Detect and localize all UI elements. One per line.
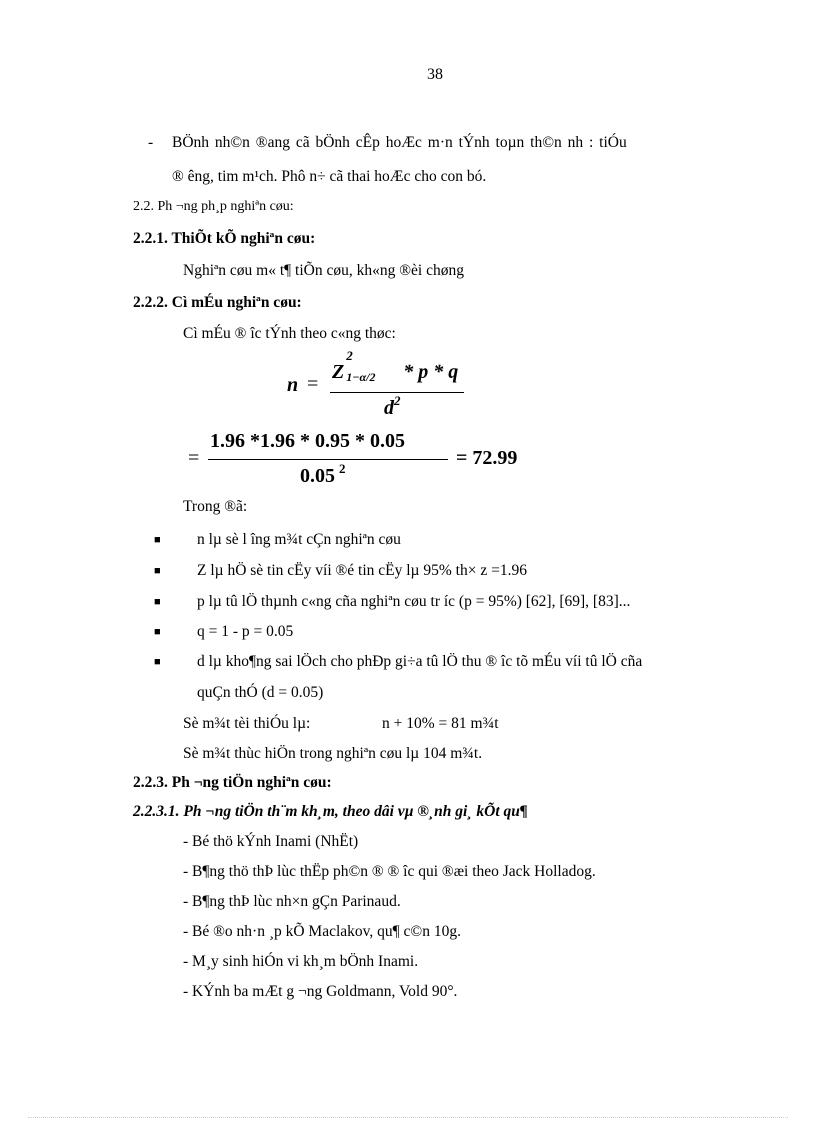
calc-numerator: 1.96 *1.96 * 0.95 * 0.05 — [210, 430, 405, 452]
page-number: 38 — [427, 66, 443, 83]
formula-d: d — [384, 397, 394, 419]
section-heading-2-2-3-1: 2.2.3.1. Ph ¬ng tiÖn th¨m kh¸m, theo dâi vµ ®¸nh gi¸ kÕt qu¶ — [133, 803, 528, 820]
bullet-item-d-continued: quÇn thÓ (d = 0.05) — [197, 684, 324, 701]
min-eyes-label: Sè m¾t tèi thiÓu lµ: — [183, 715, 311, 732]
calc-result: = 72.99 — [456, 447, 518, 469]
bullet-icon: ■ — [154, 565, 161, 577]
device-item-6: - KÝnh ba mÆt g ¬ng Goldmann, Vold 90°. — [183, 983, 458, 1000]
bullet-item-n: n lµ sè l îng m¾t cÇn nghiªn cøu — [197, 531, 401, 548]
formula-denominator — [384, 393, 401, 420]
formula-equals: = — [307, 373, 319, 395]
min-eyes-value: n + 10% = 81 m¾t — [382, 715, 499, 732]
section-heading-2-2-3: 2.2.3. Ph ¬ng tiÖn nghiªn cøu: — [133, 774, 332, 791]
bullet-icon: ■ — [154, 656, 161, 668]
calc-fraction-line — [208, 459, 448, 460]
actual-eyes-line: Sè m¾t thùc hiÖn trong nghiªn cøu lµ 104 m¾t. — [183, 745, 483, 762]
formula-d-sup: 2 — [394, 393, 401, 408]
page-bottom-rule — [28, 1117, 788, 1118]
formula-z-sub: 1−α/2 — [346, 370, 376, 384]
trong-do-label: Trong ®ã: — [183, 498, 248, 515]
formula-z: Z — [332, 361, 345, 383]
device-item-3: - B¶ng thÞ lùc nh×n gÇn Parinaud. — [183, 893, 401, 910]
section-heading-2-2: 2.2. Ph ¬ng ph¸p nghiªn cøu: — [133, 199, 294, 214]
bullet-icon: ■ — [154, 626, 161, 638]
device-item-1: - Bé thö kÝnh Inami (NhËt) — [183, 833, 359, 850]
calc-equals: = — [188, 447, 200, 469]
formula-lhs: n — [287, 374, 299, 396]
bullet-icon: ■ — [154, 596, 161, 608]
calc-den-value: 0.05 — [300, 465, 335, 487]
calc-den-sup: 2 — [339, 461, 346, 476]
bullet-item-p: p lµ tû lÖ thµnh c«ng cña nghiªn cøu tr íc (p = 95%) [62], [69], [83]... — [197, 593, 631, 610]
section-heading-2-2-1: 2.2.1. ThiÕt kÕ nghiªn cøu: — [133, 230, 316, 247]
bullet-item-d: d lµ kho¶ng sai lÖch cho phÐp gi÷a tû lÖ thu ® îc tõ mÉu víi tû lÖ cña — [197, 653, 643, 670]
bullet-icon: ■ — [154, 534, 161, 546]
text-line-exclusion-2: ® êng, tim m¹ch. Phô n÷ cã thai hoÆc cho con bó. — [172, 168, 487, 185]
device-item-5: - M¸y sinh hiÓn vi kh¸m bÖnh Inami. — [183, 953, 419, 970]
bullet-item-z: Z lµ hÖ sè tin cËy víi ®é tin cËy lµ 95% th× z =1.96 — [197, 562, 527, 579]
device-item-2: - B¶ng thö thÞ lùc thËp ph©n ® ® îc qui ®æi theo Jack Holladog. — [183, 863, 596, 880]
calc-denominator — [300, 461, 346, 488]
formula-numerator — [332, 348, 459, 384]
paragraph-2-2-2: Cì mÉu ® îc tÝnh theo c«ng thøc: — [183, 325, 396, 342]
device-item-4: - Bé ®o nh·n ¸p kÕ Maclakov, qu¶ c©n 10g. — [183, 923, 461, 940]
paragraph-2-2-1: Nghiªn cøu m« t¶ tiÕn cøu, kh«ng ®èi chøng — [183, 262, 464, 279]
bullet-item-q: q = 1 - p = 0.05 — [197, 623, 294, 640]
formula-num-rest: * p * q — [403, 361, 459, 383]
text-line-exclusion-1: BÖnh nh©n ®ang cã bÖnh cÊp hoÆc m·n tÝnh toµn th©n nh : tiÓu — [172, 134, 627, 151]
formula-z-sup: 2 — [346, 348, 353, 363]
list-dash: - — [148, 134, 154, 151]
section-heading-2-2-2: 2.2.2. Cì mÉu nghiªn cøu: — [133, 294, 302, 311]
